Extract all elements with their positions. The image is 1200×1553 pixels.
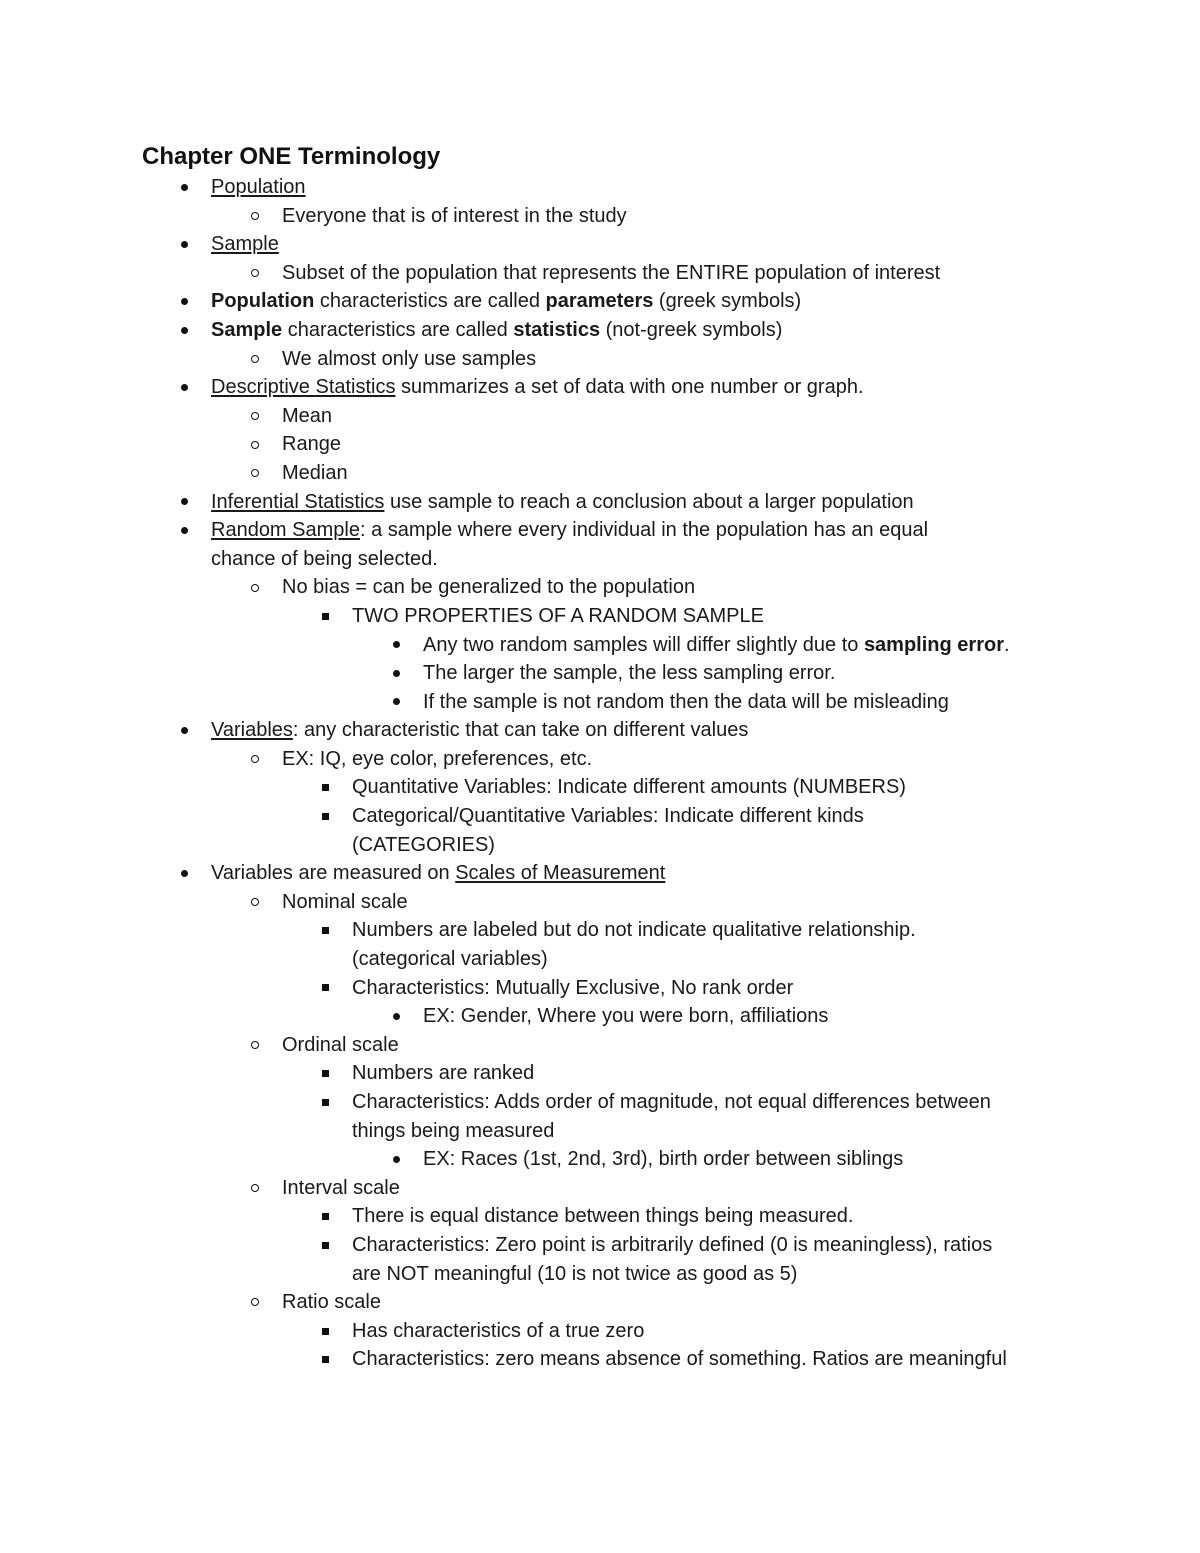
bullet-dot-icon: [176, 373, 192, 402]
bullet-circle-icon: [247, 1174, 263, 1203]
outline-item-level-2: [0, 430, 1200, 459]
outline-item-level-1: [0, 545, 1200, 574]
text-run: characteristics are called: [314, 290, 546, 313]
bullet-circle-icon: [247, 345, 263, 374]
text-run: Characteristics: Mutually Exclusive, No rank order: [352, 976, 794, 999]
outline-item-level-2: [0, 402, 1200, 431]
outline-item-level-2: [0, 1174, 1200, 1203]
outline-item-level-2: [0, 1031, 1200, 1060]
bullet-circle-icon: [247, 202, 263, 231]
outline-item-level-3: [0, 945, 1200, 974]
bullet-dot-icon: [388, 688, 404, 717]
text-run: Ordinal scale: [282, 1033, 399, 1056]
outline-item-text: [211, 287, 801, 316]
text-run: The larger the sample, the less sampling error.: [423, 662, 836, 685]
term-link-text: Inferential Statistics: [211, 490, 385, 513]
outline-item-text: [211, 230, 279, 259]
text-run: are NOT meaningful (10 is not twice as good as 5): [352, 1262, 798, 1285]
outline-item-text: [211, 173, 306, 202]
outline-item-text: [282, 1174, 400, 1203]
bold-term: statistics: [513, 318, 601, 341]
bullet-circle-icon: [247, 1288, 263, 1317]
outline-item-text: [423, 631, 1010, 660]
outline-item-text: [282, 1031, 399, 1060]
outline-item-level-3: [0, 1088, 1200, 1117]
text-run: (categorical variables): [352, 948, 548, 971]
text-run: chance of being selected.: [211, 547, 438, 570]
text-run: EX: Gender, Where you were born, affiliations: [423, 1005, 829, 1028]
outline-item-level-3: [0, 974, 1200, 1003]
outline-item-level-4: [0, 1002, 1200, 1031]
bullet-dot-icon: [176, 488, 192, 517]
bullet-square-icon: [317, 1317, 333, 1346]
outline-item-text: [352, 831, 495, 860]
outline-item-text: [352, 1088, 991, 1117]
outline-item-level-2: [0, 345, 1200, 374]
bullet-square-icon: [317, 773, 333, 802]
bullet-square-icon: [317, 1231, 333, 1260]
text-run: Has characteristics of a true zero: [352, 1319, 645, 1342]
bullet-square-icon: [317, 1345, 333, 1374]
outline-item-text: [211, 516, 928, 545]
outline-item-level-4: [0, 1145, 1200, 1174]
outline-item-text: [423, 1002, 828, 1031]
text-run: .: [1003, 633, 1010, 656]
outline-item-level-4: [0, 659, 1200, 688]
text-run: characteristics are called: [282, 318, 514, 341]
bold-term: parameters: [545, 290, 654, 313]
bullet-square-icon: [317, 602, 333, 631]
term-link-text: Scales of Measurement: [455, 862, 666, 885]
bullet-dot-icon: [176, 230, 192, 259]
bullet-circle-icon: [247, 573, 263, 602]
outline-item-text: [282, 402, 332, 431]
outline-item-text: [352, 802, 864, 831]
text-run: Nominal scale: [282, 890, 408, 913]
outline-item-level-3: [0, 773, 1200, 802]
outline-item-level-3: [0, 1317, 1200, 1346]
bullet-square-icon: [317, 974, 333, 1003]
outline-item-level-3: [0, 831, 1200, 860]
outline-item-level-3: [0, 1345, 1200, 1374]
bullet-square-icon: [317, 1059, 333, 1088]
outline-item-text: [352, 1231, 992, 1260]
outline-item-level-3: [0, 802, 1200, 831]
outline-item-level-4: [0, 688, 1200, 717]
bold-term: sampling error: [863, 633, 1004, 656]
text-run: Subset of the population that represents the ENTIRE population of interest: [282, 261, 941, 284]
text-run: things being measured: [352, 1119, 555, 1142]
text-run: There is equal distance between things being measured.: [352, 1205, 854, 1228]
term-link-text: Descriptive Statistics: [211, 376, 396, 399]
text-run: (not-greek symbols): [600, 318, 783, 341]
outline-item-level-2: [0, 459, 1200, 488]
outline-item-level-4: [0, 631, 1200, 660]
outline-item-level-1: [0, 488, 1200, 517]
outline-item-text: [282, 1288, 381, 1317]
outline-item-level-3: [0, 1202, 1200, 1231]
outline-item-text: [282, 573, 695, 602]
outline-item-text: [211, 545, 438, 574]
bold-term: Population: [211, 290, 315, 313]
outline-item-level-1: [0, 516, 1200, 545]
text-run: Characteristics: Adds order of magnitude, not equal differences between: [352, 1091, 991, 1113]
outline-item-level-2: [0, 573, 1200, 602]
outline-item-text: [423, 688, 949, 717]
bullet-square-icon: [317, 1088, 333, 1117]
outline-item-level-1: [0, 373, 1200, 402]
outline-item-text: [282, 259, 940, 288]
term-link-text: Random Sample: [211, 519, 360, 542]
outline-item-text: [423, 659, 835, 688]
bullet-circle-icon: [247, 259, 263, 288]
outline-item-text: [423, 1145, 903, 1174]
page-title: Chapter ONE Terminology: [142, 143, 441, 170]
outline-item-text: [282, 430, 341, 459]
text-run: Interval scale: [282, 1176, 400, 1199]
bullet-circle-icon: [247, 402, 263, 431]
outline-item-text: [282, 202, 627, 231]
outline-item-text: [282, 459, 348, 488]
bullet-circle-icon: [247, 888, 263, 917]
outline-item-text: [211, 716, 748, 745]
bullet-dot-icon: [176, 173, 192, 202]
text-run: EX: IQ, eye color, preferences, etc.: [282, 747, 593, 770]
outline-item-level-1: [0, 859, 1200, 888]
outline-item-level-2: [0, 202, 1200, 231]
outline-item-text: [282, 345, 536, 374]
bullet-dot-icon: [176, 716, 192, 745]
bullet-circle-icon: [247, 430, 263, 459]
outline-item-text: [352, 1260, 797, 1289]
bullet-dot-icon: [176, 859, 192, 888]
outline-item-level-1: [0, 230, 1200, 259]
text-run: Numbers are labeled but do not indicate qualitative relationship.: [352, 919, 916, 942]
text-run: : a sample where every individual in the population has an equal: [359, 519, 929, 542]
text-run: Mean: [282, 404, 333, 427]
outline-item-level-3: [0, 1059, 1200, 1088]
text-run: Characteristics: Zero point is arbitrarily defined (0 is meaningless), ratios: [352, 1233, 993, 1256]
outline-item-text: [352, 945, 548, 974]
outline-item-text: [211, 859, 665, 888]
outline-item-text: [352, 1117, 554, 1146]
text-run: Median: [282, 461, 348, 484]
bullet-dot-icon: [176, 516, 192, 545]
bullet-dot-icon: [388, 1145, 404, 1174]
bullet-circle-icon: [247, 745, 263, 774]
outline-item-level-1: [0, 287, 1200, 316]
text-run: use sample to reach a conclusion about a larger population: [384, 490, 914, 513]
text-run: Any two random samples will differ slightly due to: [423, 633, 864, 656]
bullet-square-icon: [317, 916, 333, 945]
outline-item-text: [352, 916, 916, 945]
outline-item-level-2: [0, 888, 1200, 917]
text-run: summarizes a set of data with one number or graph.: [395, 376, 864, 399]
text-run: We almost only use samples: [282, 347, 537, 370]
outline-item-text: [211, 373, 864, 402]
text-run: EX: Races (1st, 2nd, 3rd), birth order between siblings: [423, 1148, 904, 1171]
bullet-dot-icon: [176, 316, 192, 345]
text-run: Everyone that is of interest in the study: [282, 204, 627, 227]
outline-item-level-2: [0, 1288, 1200, 1317]
text-run: Ratio scale: [282, 1291, 381, 1314]
bold-term: Sample: [211, 318, 283, 341]
outline-item-level-3: [0, 1231, 1200, 1260]
text-run: Variables are measured on: [211, 862, 456, 885]
text-run: Characteristics: zero means absence of something. Ratios are meaningful: [352, 1348, 1007, 1371]
outline-item-level-1: [0, 716, 1200, 745]
bullet-circle-icon: [247, 1031, 263, 1060]
outline-item-text: [352, 974, 793, 1003]
bullet-dot-icon: [388, 631, 404, 660]
outline-item-text: [352, 1202, 853, 1231]
terminology-outline: [0, 173, 1200, 1374]
outline-item-text: [352, 1059, 534, 1088]
bullet-circle-icon: [247, 459, 263, 488]
outline-item-text: [352, 1317, 644, 1346]
text-run: If the sample is not random then the data will be misleading: [423, 690, 949, 713]
text-run: Range: [282, 433, 341, 456]
outline-item-text: [352, 773, 906, 802]
bullet-dot-icon: [176, 287, 192, 316]
term-link-text: Variables: [211, 719, 293, 742]
outline-item-level-3: [0, 1117, 1200, 1146]
outline-item-text: [282, 745, 592, 774]
outline-item-level-1: [0, 316, 1200, 345]
text-run: Quantitative Variables: Indicate different amounts (NUMBERS): [352, 776, 906, 799]
outline-item-level-1: [0, 173, 1200, 202]
bullet-square-icon: [317, 802, 333, 831]
bullet-dot-icon: [388, 1002, 404, 1031]
bullet-square-icon: [317, 1202, 333, 1231]
outline-item-level-2: [0, 259, 1200, 288]
outline-item-text: [352, 1345, 1007, 1374]
bullet-dot-icon: [388, 659, 404, 688]
outline-item-text: [352, 602, 764, 631]
text-run: : any characteristic that can take on different values: [292, 719, 749, 742]
outline-item-level-3: [0, 916, 1200, 945]
text-run: No bias = can be generalized to the population: [282, 576, 696, 599]
outline-item-text: [211, 316, 782, 345]
outline-item-text: [282, 888, 408, 917]
outline-item-level-2: [0, 745, 1200, 774]
text-run: (CATEGORIES): [352, 833, 495, 856]
term-link-text: Population: [211, 176, 306, 198]
text-run: Numbers are ranked: [352, 1062, 535, 1085]
text-run: (greek symbols): [653, 290, 802, 313]
outline-item-text: [211, 488, 914, 517]
outline-item-level-3: [0, 1260, 1200, 1289]
text-run: TWO PROPERTIES OF A RANDOM SAMPLE: [352, 604, 764, 627]
term-link-text: Sample: [211, 233, 279, 256]
text-run: Categorical/Quantitative Variables: Indicate different kinds: [352, 805, 864, 828]
outline-item-level-3: [0, 602, 1200, 631]
